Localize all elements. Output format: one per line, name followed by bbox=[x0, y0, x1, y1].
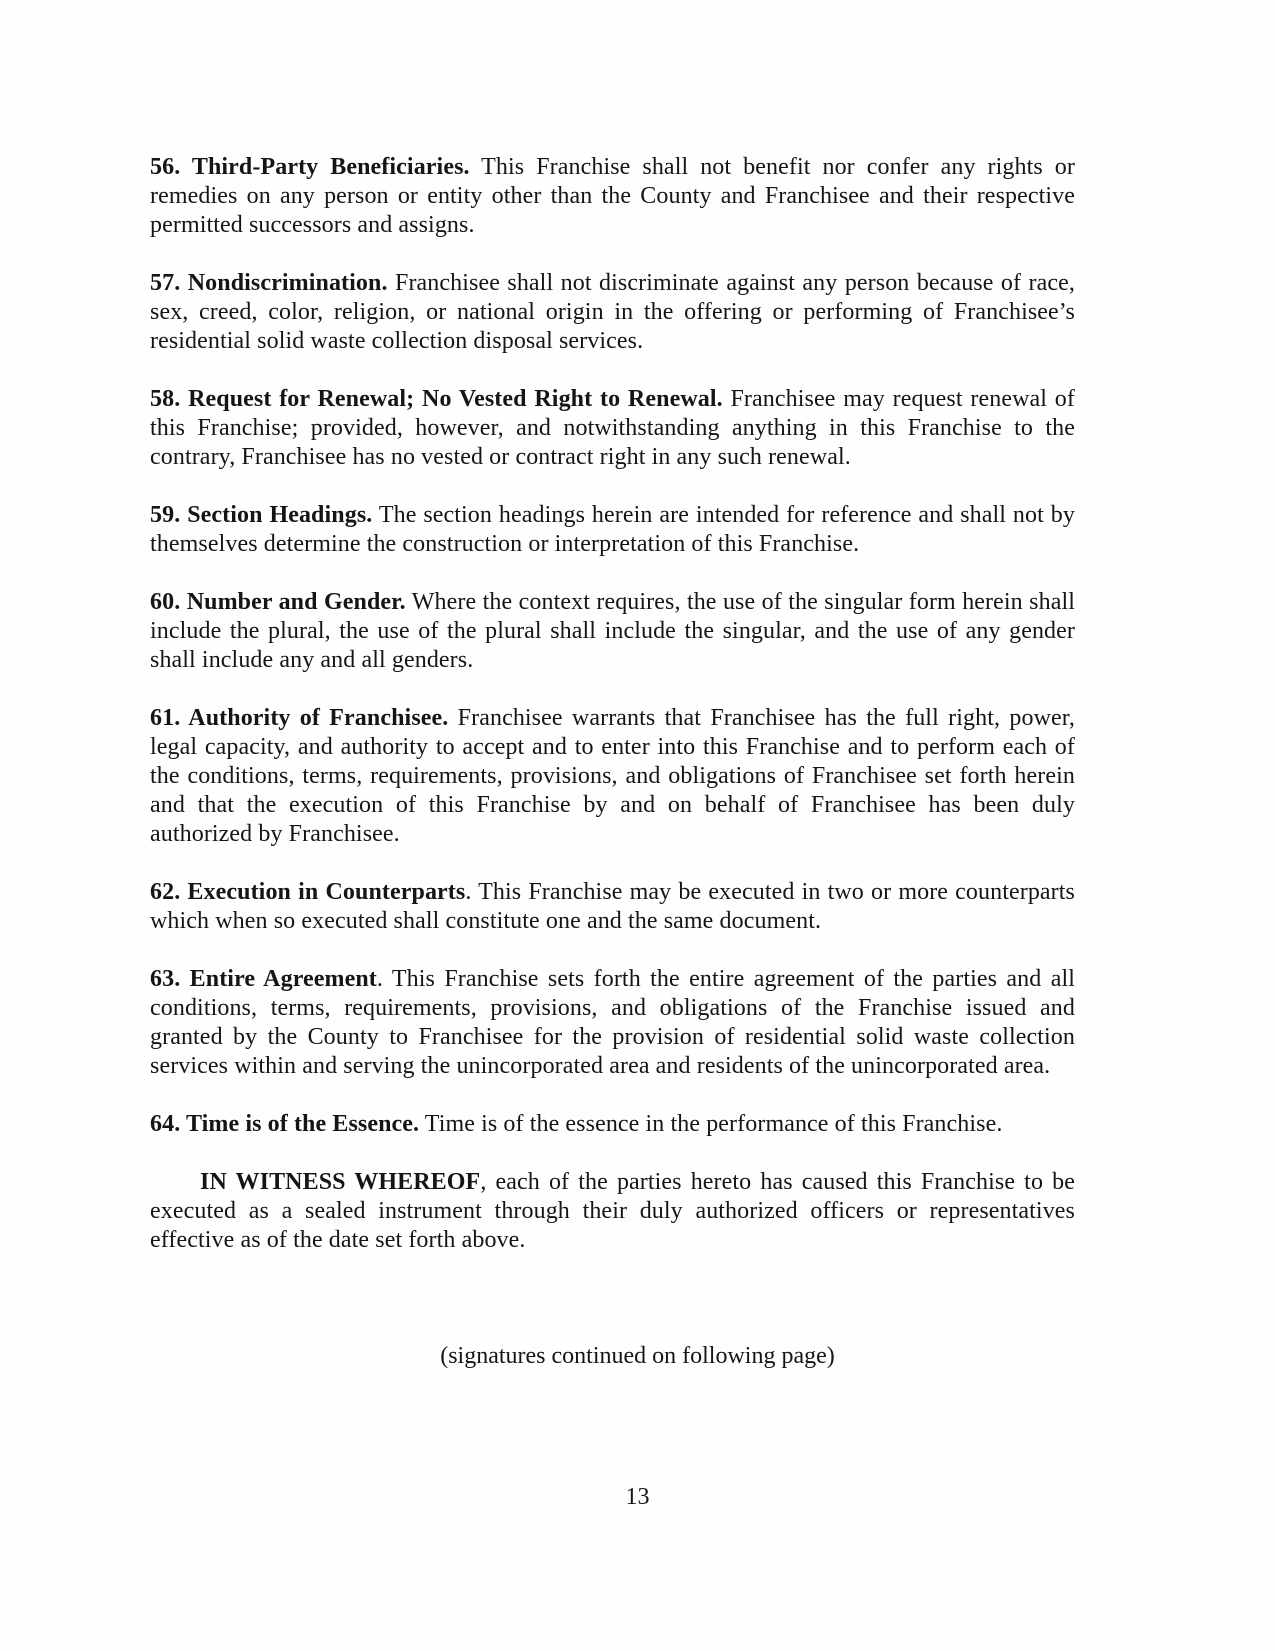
section-61 bbox=[150, 704, 1075, 849]
section-64-body: Time is of the essence in the performance of this Franchise. bbox=[419, 1111, 1003, 1137]
section-59-body: The section headings herein are intended for reference and shall not by themselves determine the construction or interpretation of this Franchise. bbox=[150, 502, 1075, 557]
section-62 bbox=[150, 878, 1075, 936]
section-57-heading: 57. Nondiscrimination. bbox=[150, 270, 388, 296]
witness-clause-heading: IN WITNESS WHEREOF bbox=[200, 1169, 481, 1195]
section-63-heading: 63. Entire Agreement bbox=[150, 966, 377, 992]
section-61-heading: 61. Authority of Franchisee. bbox=[150, 705, 449, 731]
section-63 bbox=[150, 965, 1075, 1081]
document-body bbox=[150, 153, 1075, 1255]
section-63-body: . This Franchise sets forth the entire agreement of the parties and all conditions, terms, requirements, provisions, and obligations of the Franchise issued and granted by the County to Franchisee for the provision of residential solid waste collection services within and serving the unincorporated area and residents of the unincorporated area. bbox=[150, 966, 1076, 1079]
section-59-heading: 59. Section Headings. bbox=[150, 502, 373, 528]
section-59 bbox=[150, 501, 1075, 559]
section-56-body: This Franchise shall not benefit nor confer any rights or remedies on any person or entity other than the County and Franchisee and their respective permitted successors and assigns. bbox=[150, 154, 1075, 238]
section-62-body: . This Franchise may be executed in two or more counterparts which when so executed shall constitute one and the same document. bbox=[150, 879, 1075, 934]
section-60-body: Where the context requires, the use of the singular form herein shall include the plural, the use of the plural shall include the singular, and the use of any gender shall include any and all genders. bbox=[150, 589, 1075, 673]
section-57 bbox=[150, 269, 1075, 356]
section-56 bbox=[150, 153, 1075, 240]
section-61-body: Franchisee warrants that Franchisee has the full right, power, legal capacity, and authority to accept and to enter into this Franchise and to perform each of the conditions, terms, requirements, provisions, and obligations of Franchisee set forth herein and that the execution of this Franchise by and on behalf of Franchisee has been duly authorized by Franchisee. bbox=[150, 705, 1075, 847]
section-58-heading: 58. Request for Renewal; No Vested Right to Renewal. bbox=[150, 386, 723, 412]
section-62-heading: 62. Execution in Counterparts bbox=[150, 879, 466, 905]
section-57-body: Franchisee shall not discriminate against any person because of race, sex, creed, color, religion, or national origin in the offering or performing of Franchisee’s residential solid waste collection disposal services. bbox=[150, 270, 1075, 354]
section-60-heading: 60. Number and Gender. bbox=[150, 589, 406, 615]
page-number: 13 bbox=[625, 1484, 650, 1510]
section-58-body: Franchisee may request renewal of this Franchise; provided, however, and notwithstanding anything in this Franchise to the contrary, Franchisee has no vested or contract right in any such renewal. bbox=[150, 386, 1075, 470]
section-64-heading: 64. Time is of the Essence. bbox=[150, 1111, 420, 1137]
section-58 bbox=[150, 385, 1075, 472]
section-60 bbox=[150, 588, 1075, 675]
witness-clause-body: , each of the parties hereto has caused this Franchise to be executed as a sealed instrument through their duly authorized officers or representatives effective as of the date set forth above. bbox=[150, 1169, 1075, 1253]
section-64 bbox=[150, 1110, 1075, 1139]
witness-clause bbox=[150, 1168, 1075, 1255]
signatures-continued-note: (signatures continued on following page) bbox=[440, 1343, 835, 1369]
section-56-heading: 56. Third-Party Beneficiaries. bbox=[150, 154, 470, 180]
